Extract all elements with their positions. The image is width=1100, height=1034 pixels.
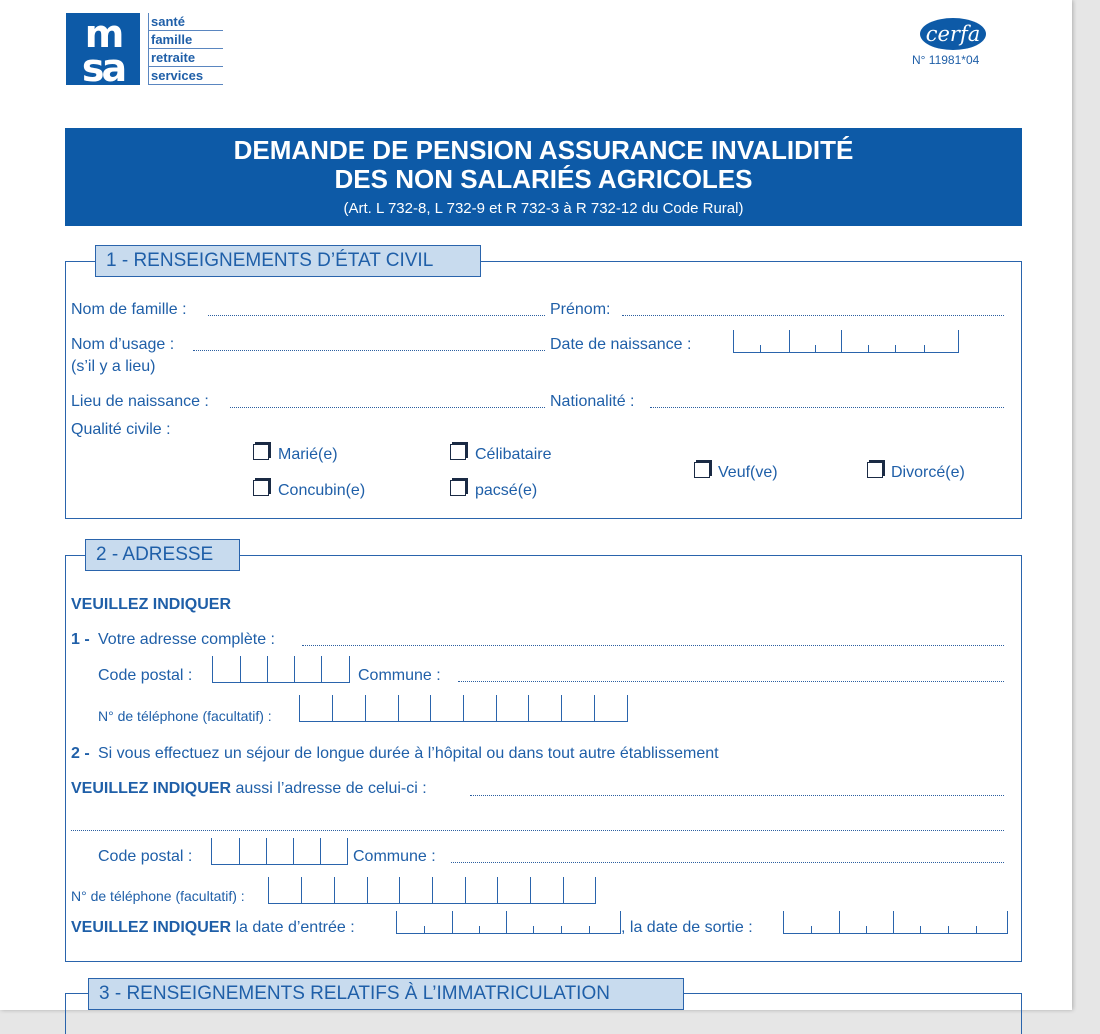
date-sortie-label: , la date de sortie : <box>621 919 753 936</box>
title-line-1: DEMANDE DE PENSION ASSURANCE INVALIDITÉ <box>233 135 854 165</box>
adresse-complete-label: Votre adresse complète : <box>98 631 275 648</box>
adresse-etablissement-text: aussi l’adresse de celui-ci : <box>235 780 427 797</box>
lieu-naissance-label: Lieu de naissance : <box>71 393 209 410</box>
commune-2-field[interactable] <box>451 862 1004 863</box>
checkbox-veuf[interactable] <box>694 462 710 478</box>
sejour-hopital-text: Si vous effectuez un séjour de longue durée à l’hôpital ou dans tout autre établissement <box>98 745 719 762</box>
date-entree-label <box>71 918 355 938</box>
label-marie: Marié(e) <box>278 446 338 463</box>
date-naissance-label: Date de naissance : <box>550 336 692 353</box>
title-banner <box>65 128 1022 226</box>
adresse-etablissement-field-1[interactable] <box>470 795 1004 796</box>
checkbox-marie[interactable] <box>253 444 269 460</box>
label-divorce: Divorcé(e) <box>891 464 965 481</box>
commune-1-label: Commune : <box>358 667 441 684</box>
commune-2-label: Commune : <box>353 848 436 865</box>
cerfa-logo-text: cerfa <box>925 22 981 46</box>
item-2-number: 2 - <box>71 745 90 762</box>
tagline-line: santé <box>149 13 223 31</box>
tagline-line: famille <box>149 31 223 49</box>
item-1-number: 1 - <box>71 631 90 648</box>
date-entree-text: la date d’entrée : <box>235 919 355 936</box>
code-postal-2-boxes[interactable] <box>211 838 348 865</box>
checkbox-celibataire[interactable] <box>450 444 466 460</box>
section-3-title: 3 - RENSEIGNEMENTS RELATIFS À L’IMMATRICULATION <box>88 978 684 1010</box>
veuillez-indiquer-bold-2: VEUILLEZ INDIQUER <box>71 919 232 936</box>
prenom-label: Prénom: <box>550 301 611 318</box>
msa-tagline <box>148 13 223 85</box>
section-2-title: 2 - ADRESSE <box>85 539 240 571</box>
nom-usage-label: Nom d’usage : <box>71 336 175 353</box>
code-postal-1-boxes[interactable] <box>212 656 350 683</box>
telephone-1-boxes[interactable] <box>299 695 628 722</box>
tagline-line: retraite <box>149 49 223 67</box>
label-pacse: pacsé(e) <box>475 482 538 499</box>
veuillez-indiquer-bold: VEUILLEZ INDIQUER <box>71 780 232 797</box>
prenom-field[interactable] <box>622 315 1004 316</box>
svg-text:m: m <box>84 13 122 56</box>
date-sortie-boxes[interactable] <box>783 911 1008 934</box>
svg-text:sa: sa <box>81 46 125 85</box>
msa-logo <box>66 13 140 85</box>
title-line-2: DES NON SALARIÉS AGRICOLES <box>334 164 753 194</box>
nom-usage-note: (s’il y a lieu) <box>71 358 156 375</box>
cerfa-logo <box>920 18 986 50</box>
veuillez-indiquer-heading: VEUILLEZ INDIQUER <box>71 596 232 613</box>
label-celibataire: Célibataire <box>475 446 552 463</box>
date-entree-boxes[interactable] <box>396 911 621 934</box>
msa-logo-mark <box>66 13 140 85</box>
adresse-etablissement-field-2[interactable] <box>71 830 1004 831</box>
nom-famille-field[interactable] <box>208 315 545 316</box>
checkbox-concubin[interactable] <box>253 480 269 496</box>
lieu-naissance-field[interactable] <box>230 407 545 408</box>
qualite-civile-label: Qualité civile : <box>71 421 171 438</box>
label-concubin: Concubin(e) <box>278 482 366 499</box>
checkbox-pacse[interactable] <box>450 480 466 496</box>
telephone-2-boxes[interactable] <box>268 877 596 904</box>
nationalite-field[interactable] <box>650 407 1004 408</box>
tagline-line: services <box>149 67 223 85</box>
checkbox-divorce[interactable] <box>867 462 883 478</box>
adresse-complete-field[interactable] <box>302 645 1004 646</box>
nom-usage-field[interactable] <box>193 350 545 351</box>
cerfa-number: N° 11981*04 <box>912 53 980 67</box>
nationalite-label: Nationalité : <box>550 393 635 410</box>
code-postal-2-label: Code postal : <box>98 848 193 865</box>
nom-famille-label: Nom de famille : <box>71 301 187 318</box>
telephone-2-label: N° de téléphone (facultatif) : <box>71 888 245 904</box>
telephone-1-label: N° de téléphone (facultatif) : <box>98 708 272 724</box>
code-postal-1-label: Code postal : <box>98 667 193 684</box>
section-1-title: 1 - RENSEIGNEMENTS D’ÉTAT CIVIL <box>95 245 481 277</box>
commune-1-field[interactable] <box>458 681 1004 682</box>
date-naissance-boxes[interactable] <box>733 330 959 353</box>
section-etat-civil <box>65 261 1022 519</box>
label-veuf: Veuf(ve) <box>718 464 778 481</box>
adresse-etablissement-label <box>71 779 427 799</box>
title-subtitle: (Art. L 732-8, L 732-9 et R 732-3 à R 732-12 du Code Rural) <box>343 200 744 217</box>
